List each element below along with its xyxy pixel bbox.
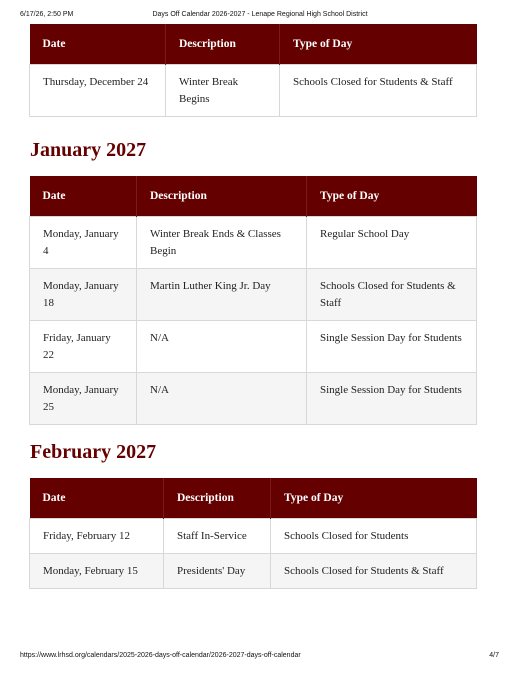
cell-description: Winter Break Begins <box>166 65 280 117</box>
column-header-date: Date <box>30 176 137 217</box>
month-heading-february: February 2027 <box>30 441 157 463</box>
column-header-date: Date <box>30 478 164 519</box>
table-row <box>30 554 477 589</box>
cell-type: Schools Closed for Students & Staff <box>307 269 477 321</box>
cell-date: Monday, January 4 <box>30 217 137 269</box>
cell-date: Friday, January 22 <box>30 321 137 373</box>
cell-type: Single Session Day for Students <box>307 373 477 425</box>
table-row <box>30 321 477 373</box>
cell-description: Martin Luther King Jr. Day <box>137 269 307 321</box>
cell-description: N/A <box>137 373 307 425</box>
column-header-type: Type of Day <box>271 478 477 519</box>
table-row <box>30 269 477 321</box>
column-header-description: Description <box>137 176 307 217</box>
cell-type: Schools Closed for Students & Staff <box>271 554 477 589</box>
cell-date: Thursday, December 24 <box>30 65 166 117</box>
cell-type: Schools Closed for Students <box>271 519 477 554</box>
table-header-row <box>30 478 477 519</box>
cell-description: Presidents' Day <box>164 554 271 589</box>
december-calendar-table <box>29 24 477 117</box>
print-page-title: Days Off Calendar 2026-2027 - Lenape Regional High School District <box>152 11 368 18</box>
february-calendar-table <box>29 478 477 589</box>
column-header-type: Type of Day <box>280 24 477 65</box>
cell-date: Friday, February 12 <box>30 519 164 554</box>
table-header-row <box>30 24 477 65</box>
cell-description: N/A <box>137 321 307 373</box>
table-header-row <box>30 176 477 217</box>
print-url: https://www.lrhsd.org/calendars/2025-2026-days-off-calendar/2026-2027-days-off-calendar <box>20 652 301 659</box>
column-header-description: Description <box>164 478 271 519</box>
month-heading-january: January 2027 <box>30 139 147 161</box>
cell-description: Staff In-Service <box>164 519 271 554</box>
january-calendar-table <box>29 176 477 425</box>
cell-date: Monday, February 15 <box>30 554 164 589</box>
cell-type: Schools Closed for Students & Staff <box>280 65 477 117</box>
cell-type: Single Session Day for Students <box>307 321 477 373</box>
cell-type: Regular School Day <box>307 217 477 269</box>
table-row <box>30 373 477 425</box>
print-datetime: 6/17/26, 2:50 PM <box>20 11 74 18</box>
cell-date: Monday, January 25 <box>30 373 137 425</box>
column-header-type: Type of Day <box>307 176 477 217</box>
table-row <box>30 65 477 117</box>
table-row <box>30 217 477 269</box>
cell-date: Monday, January 18 <box>30 269 137 321</box>
column-header-description: Description <box>166 24 280 65</box>
table-row <box>30 519 477 554</box>
column-header-date: Date <box>30 24 166 65</box>
cell-description: Winter Break Ends & Classes Begin <box>137 217 307 269</box>
print-page-number: 4/7 <box>489 652 499 659</box>
